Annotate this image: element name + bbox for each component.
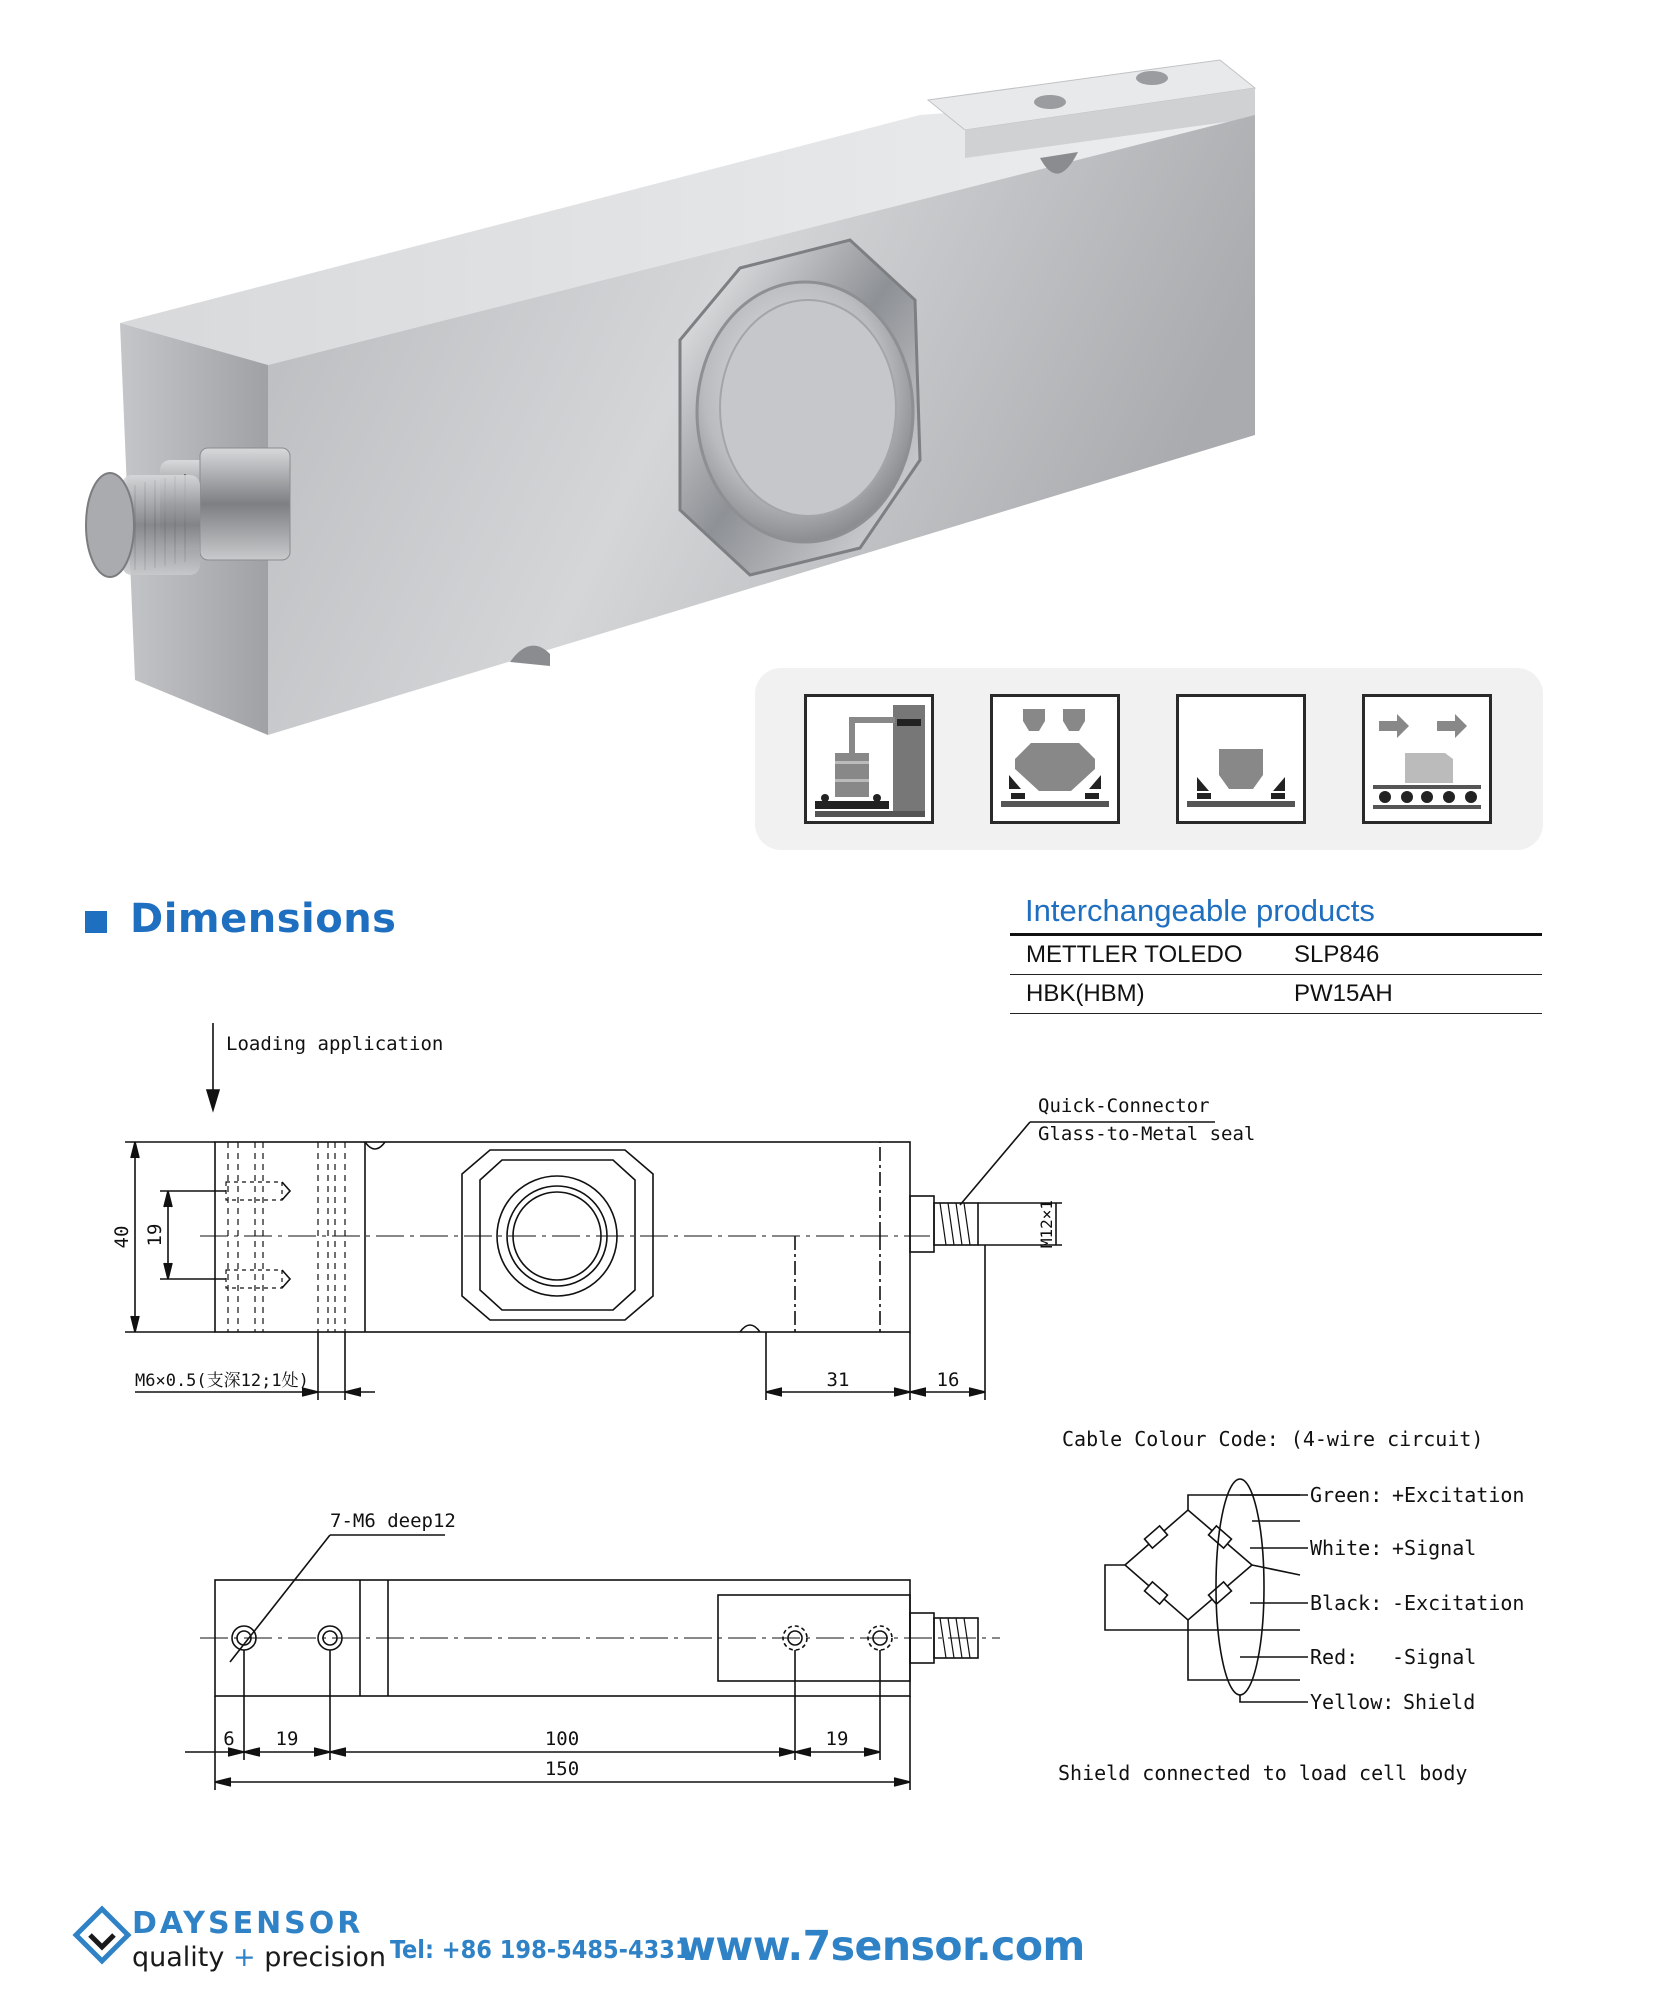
wire-color: Yellow: [1310,1690,1395,1714]
holes-label: 7-M6 deep12 [330,1510,456,1532]
cable-labels [1058,1427,1524,1785]
conveyor-belt-icon [1362,694,1492,824]
brand-cell: METTLER TOLEDO [1026,941,1243,968]
dim-6-label: 6 [223,1728,235,1750]
hopper-filling-icon [990,694,1120,824]
dim-19b-label: 19 [825,1728,849,1750]
wire-color: Red: [1310,1645,1359,1669]
brand-name: DAYSENSOR [132,1906,364,1941]
wire-color: Black: [1310,1591,1383,1615]
tank-weighing-with-indicator-icon [804,694,934,824]
cable-title: Cable Colour Code: (4-wire circuit) [1062,1427,1484,1451]
brand-cell: HBK(HBM) [1026,980,1145,1007]
dim-16-label: 16 [936,1369,960,1391]
dim-19a-label: 19 [275,1728,299,1750]
dim-31-label: 31 [826,1369,850,1391]
wire-color: White: [1310,1536,1383,1560]
loading-label: Loading application [226,1033,444,1055]
phone-number: Tel: +86 198-5485-4331 [390,1935,691,1964]
connector-label-2: Glass-to-Metal seal [1038,1123,1256,1145]
dim-150-label: 150 [544,1758,580,1780]
connector-label-1: Quick-Connector [1038,1095,1210,1117]
tagline-plus: + [232,1942,256,1973]
platform-bin-icon [1176,694,1306,824]
wire-signal: +Excitation [1392,1483,1525,1507]
wire-signal: +Signal [1392,1536,1477,1560]
brand-tagline [132,1942,386,1973]
side-view-labels [111,1033,1255,1391]
applications-panel [755,668,1543,850]
website-link[interactable]: www.7sensor.com [678,1922,1085,1970]
section-title-dimensions: Dimensions [130,896,397,942]
technical-drawings [0,1000,1654,1820]
cable-diagram [1105,1479,1308,1702]
wire-signal: -Signal [1392,1645,1477,1669]
dim-100-label: 100 [544,1728,580,1750]
model-cell: SLP846 [1294,941,1380,968]
thread-label: M12×1 [1037,1199,1056,1249]
shield-note: Shield connected to load cell body [1058,1761,1468,1785]
interchangeable-title: Interchangeable products [1025,893,1375,928]
table-row [1010,936,1542,975]
dim-19-label: 19 [144,1223,166,1247]
heading-bullet [85,911,107,933]
wire-signal: Shield [1403,1690,1476,1714]
daysensor-logo-icon [72,1905,132,1965]
model-cell: PW15AH [1294,980,1393,1007]
tagline-precision: precision [264,1942,386,1973]
dim-40-label: 40 [111,1225,133,1249]
wire-color: Green: [1310,1483,1383,1507]
load-cell-photo [40,40,1300,760]
tagline-quality: quality [132,1942,225,1973]
wire-signal: -Excitation [1392,1591,1525,1615]
mount-label: M6×0.5(支深12;1处) [135,1371,309,1391]
top-view [185,1535,1000,1790]
